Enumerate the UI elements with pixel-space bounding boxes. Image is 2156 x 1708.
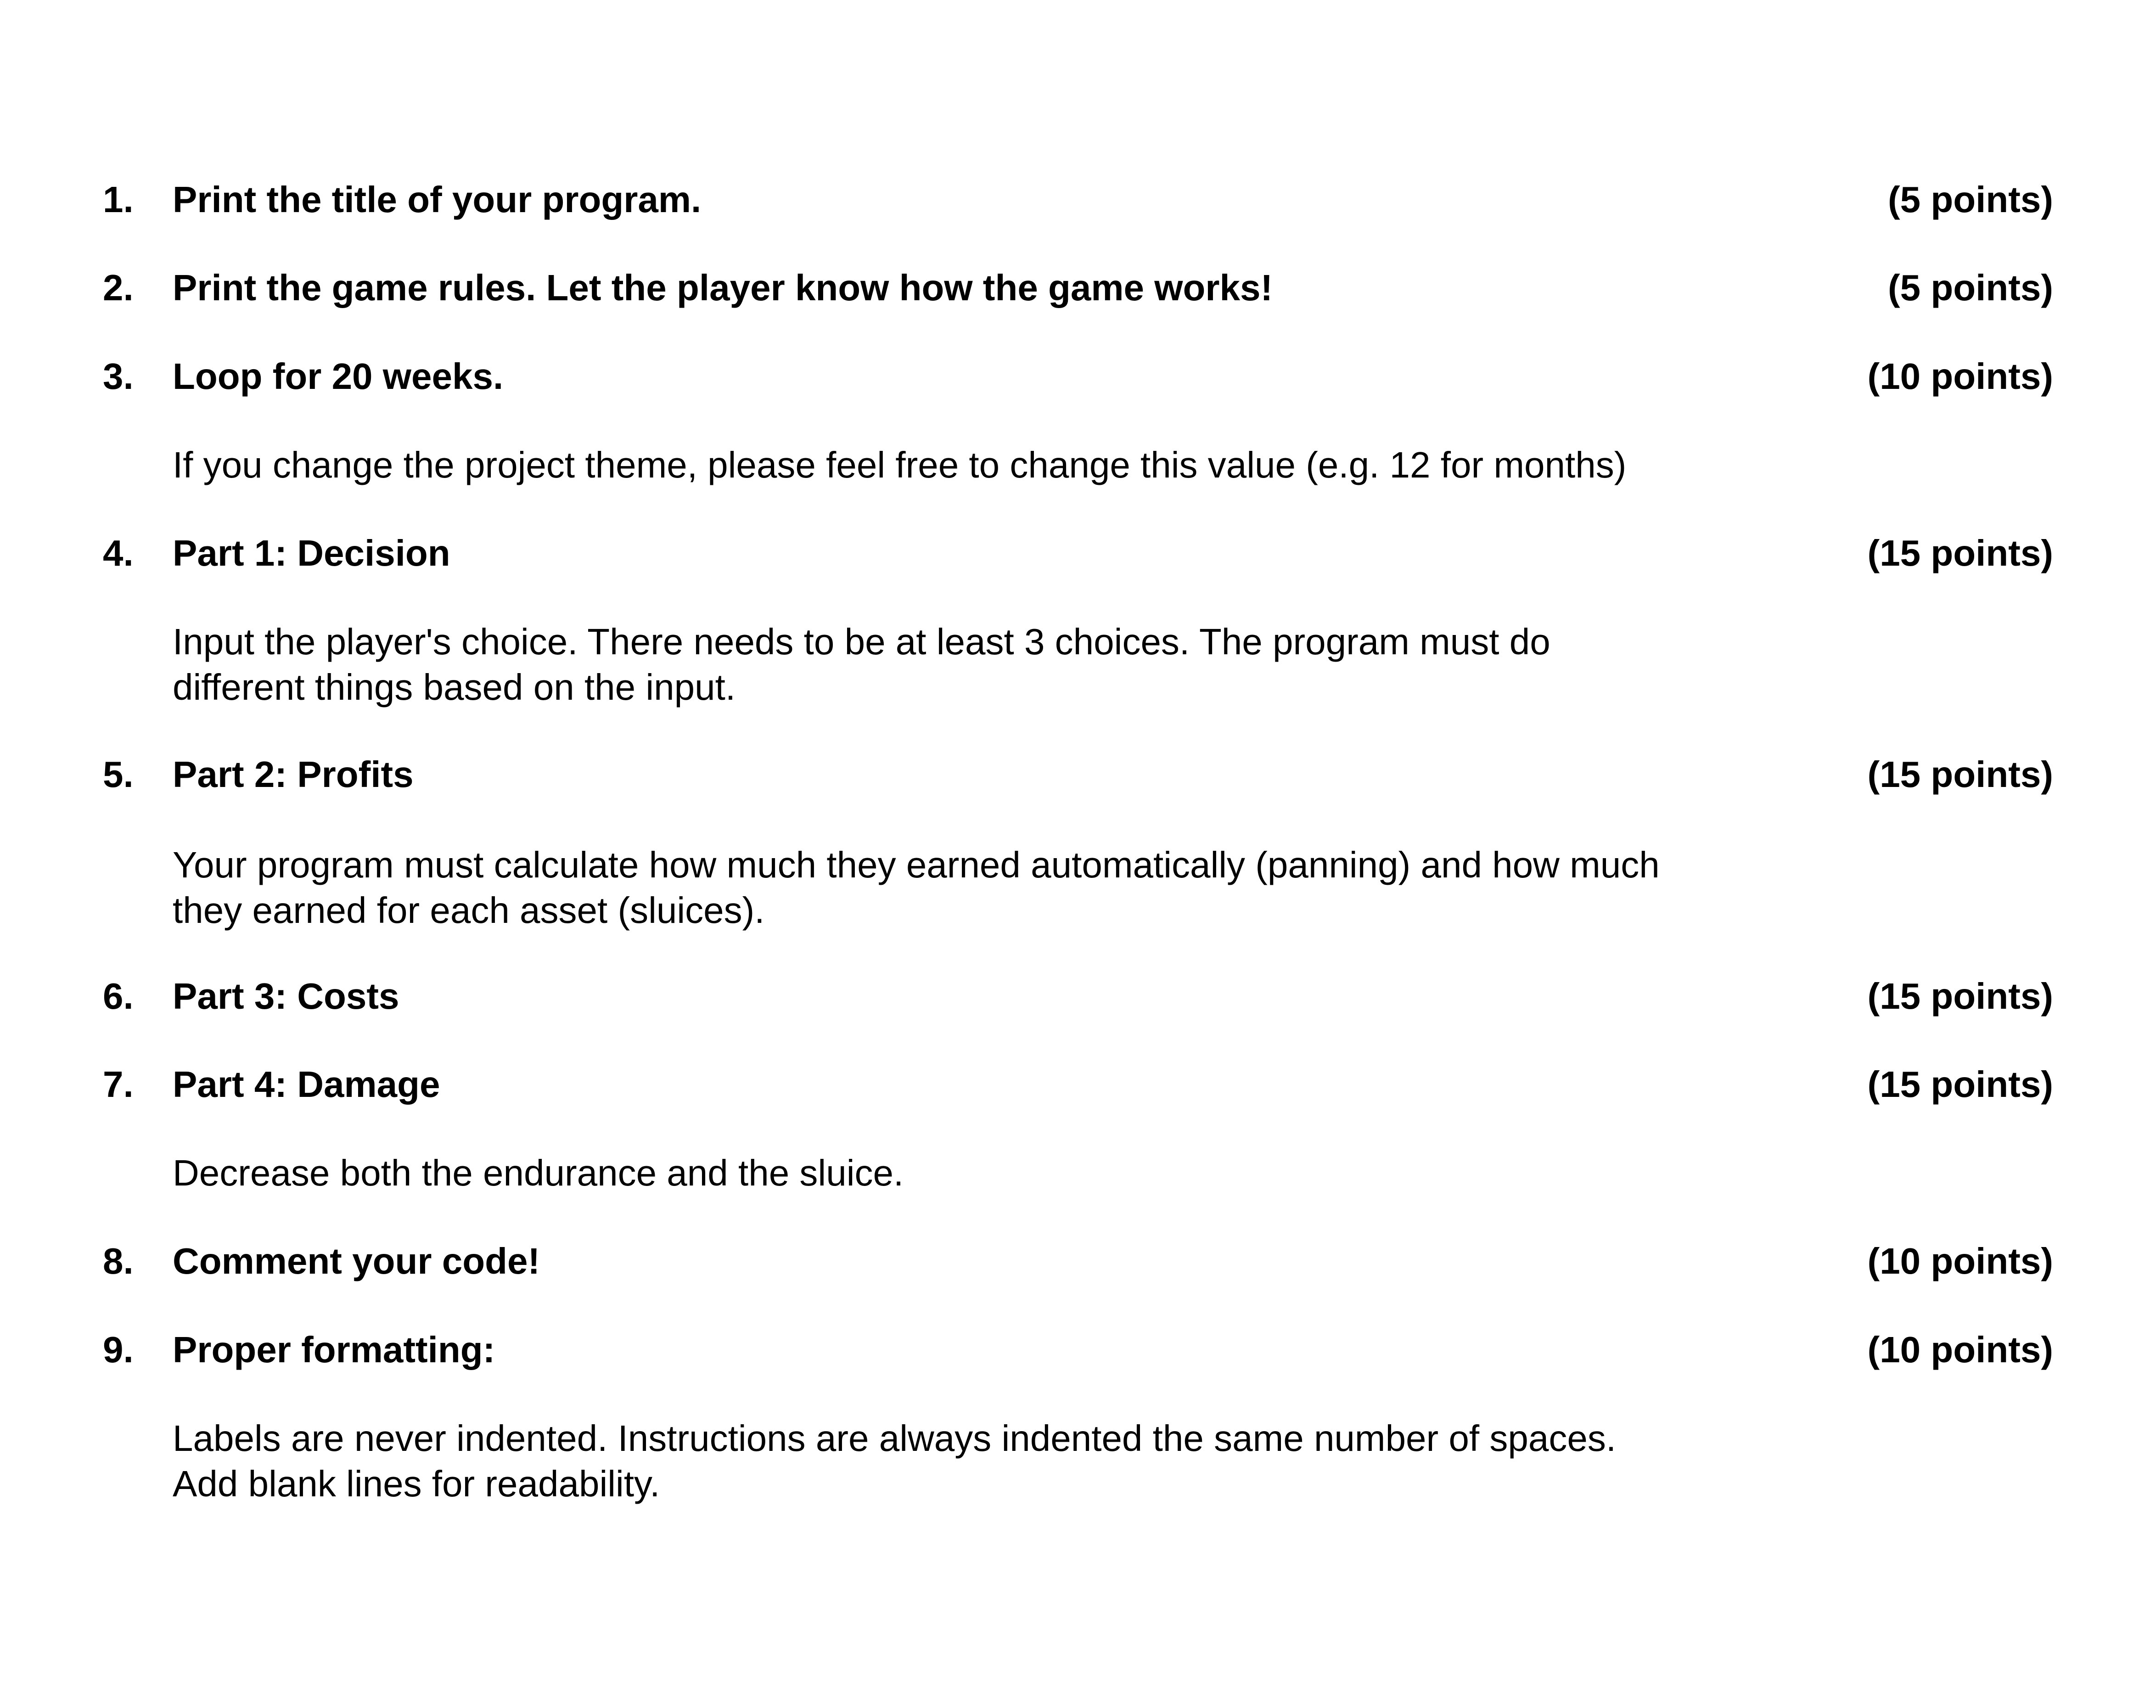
- item-number: 6.: [103, 976, 134, 1017]
- list-item: [0, 1327, 2156, 1504]
- item-points: (15 points): [1867, 1064, 2053, 1105]
- item-heading: [0, 752, 2156, 798]
- list-item: [0, 530, 2156, 708]
- item-description: Labels are never indented. Instructions are always indented the same number of spaces. Add blank lines for readability.: [173, 1418, 1617, 1504]
- list-item: [0, 1062, 2156, 1193]
- item-number: 1.: [103, 179, 134, 220]
- item-title: Part 1: Decision: [173, 533, 450, 573]
- item-number: 7.: [103, 1064, 134, 1105]
- item-number: 3.: [103, 356, 134, 397]
- item-number: 5.: [103, 754, 134, 795]
- item-points: (5 points): [1888, 179, 2053, 220]
- item-title: Part 3: Costs: [173, 976, 399, 1017]
- item-title: Print the game rules. Let the player know how the game works!: [173, 267, 1273, 308]
- list-item: [0, 265, 2156, 311]
- item-heading: [0, 265, 2156, 311]
- item-points: (15 points): [1867, 754, 2053, 795]
- item-number: 8.: [103, 1241, 134, 1281]
- list-item: [0, 177, 2156, 223]
- list-item: [0, 354, 2156, 485]
- item-number: 2.: [103, 267, 134, 308]
- item-title: Loop for 20 weeks.: [173, 356, 504, 397]
- list-item: [0, 1238, 2156, 1284]
- item-points: (10 points): [1867, 1241, 2053, 1281]
- item-description: If you change the project theme, please feel free to change this value (e.g. 12 for months): [173, 444, 1627, 485]
- item-points: (15 points): [1867, 976, 2053, 1017]
- item-description: Decrease both the endurance and the sluice.: [173, 1152, 904, 1193]
- item-title: Proper formatting:: [173, 1329, 495, 1370]
- item-heading: [0, 177, 2156, 223]
- item-points: (10 points): [1867, 1329, 2053, 1370]
- item-title: Part 4: Damage: [173, 1064, 440, 1105]
- item-points: (15 points): [1867, 533, 2053, 573]
- list-item: [0, 973, 2156, 1019]
- item-description: Input the player's choice. There needs to be at least 3 choices. The program must do different things based on the input.: [173, 621, 1550, 708]
- item-title: Comment your code!: [173, 1241, 540, 1281]
- item-heading: [0, 354, 2156, 399]
- item-heading: [0, 1238, 2156, 1284]
- item-heading: [0, 530, 2156, 576]
- list-item: [0, 752, 2156, 931]
- item-number: 4.: [103, 533, 134, 573]
- item-description: Your program must calculate how much they earned automatically (panning) and how much they earned for each asset (sluices).: [173, 844, 1660, 931]
- item-heading: [0, 973, 2156, 1019]
- item-title: Print the title of your program.: [173, 179, 702, 220]
- item-points: (5 points): [1888, 267, 2053, 308]
- item-points: (10 points): [1867, 356, 2053, 397]
- item-heading: [0, 1327, 2156, 1373]
- item-heading: [0, 1062, 2156, 1107]
- item-title: Part 2: Profits: [173, 754, 414, 795]
- item-number: 9.: [103, 1329, 134, 1370]
